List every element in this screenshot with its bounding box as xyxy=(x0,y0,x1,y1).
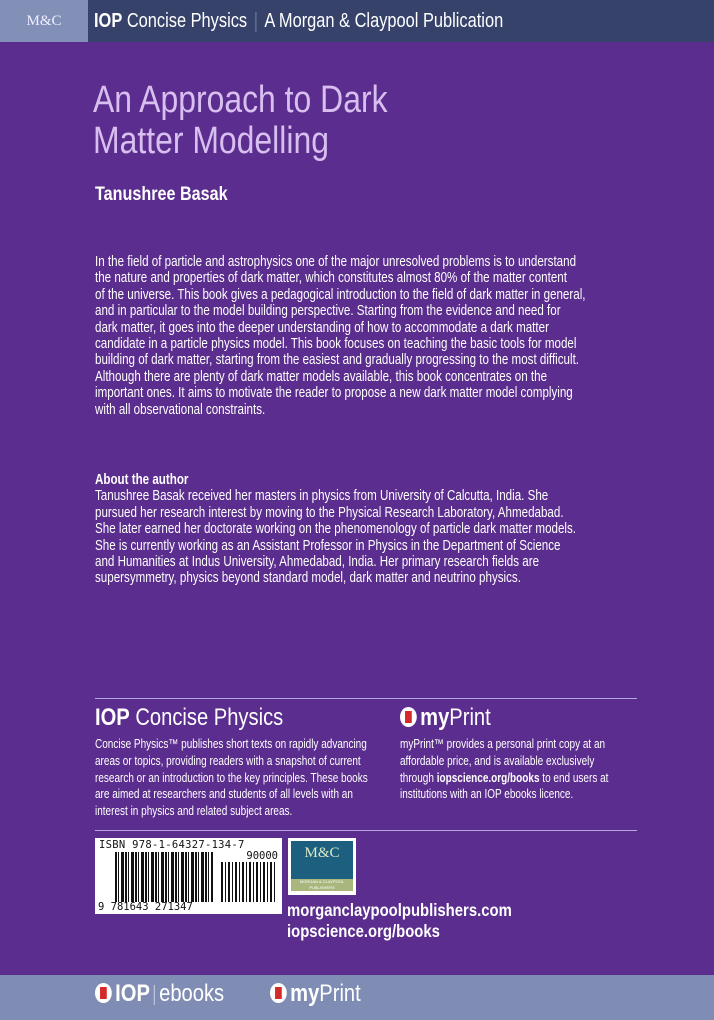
iopscience-url[interactable]: iopscience.org/books xyxy=(287,921,440,941)
text: to end users at xyxy=(539,770,609,785)
about-line: pursued her research interest by moving to the Physical Research Laboratory, Ahmedabad. xyxy=(95,504,564,521)
publisher-name: A Morgan & Claypool Publication xyxy=(264,10,504,32)
title-line: An Approach to Dark xyxy=(93,79,388,121)
book-icon xyxy=(400,707,417,727)
ean-number: 9 781643 271347 xyxy=(98,901,193,913)
logo-monogram: M&C xyxy=(291,841,353,879)
blurb-line: the nature and properties of dark matter, which constitutes almost 80% of the matter content xyxy=(95,270,567,287)
concise-line: research or an introduction to the key principles. These books xyxy=(95,770,368,785)
print-label: Print xyxy=(319,980,361,1007)
title-line: Matter Modelling xyxy=(93,120,329,162)
blurb-line: important ones. It aims to motivate the reader to propose a new dark matter model complying xyxy=(95,385,573,402)
myprint-heading xyxy=(400,704,491,732)
series-bold: IOP xyxy=(94,10,123,32)
isbn-text: ISBN 978-1-64327-134-7 xyxy=(99,839,245,851)
print-label: Print xyxy=(449,704,491,731)
about-line: Tanushree Basak received her masters in physics from University of Calcutta, India. She xyxy=(95,488,549,505)
blurb-line: and in particular to the model building perspective. Starting from the evidence and need for xyxy=(95,303,561,320)
footer-bar xyxy=(0,975,714,1020)
divider xyxy=(154,985,155,1005)
myprint-line: myPrint™ provides a personal print copy at an xyxy=(400,737,606,751)
about-line: supersymmetry, physics beyond standard model, dark matter and neutrino physics. xyxy=(95,570,521,587)
book-title xyxy=(93,80,388,162)
logo-strip: MORGAN & CLAYPOOL PUBLISHERS xyxy=(291,879,353,891)
series-banner xyxy=(94,10,503,33)
concise-physics-heading xyxy=(95,704,283,732)
divider xyxy=(95,698,637,699)
about-author xyxy=(95,472,696,587)
myprint-logo xyxy=(270,980,361,1008)
myprint-line: institutions with an IOP ebooks licence. xyxy=(400,787,574,802)
blurb-line: building of dark matter, starting from the easiest and gradually progressing to the most difficult. xyxy=(95,352,580,369)
iop-ebooks-logo xyxy=(95,980,224,1008)
blurb-line: Although there are plenty of dark matter models available, this book concentrates on the xyxy=(95,368,548,385)
addon-bars xyxy=(221,862,276,902)
ebooks-label: ebooks xyxy=(159,980,225,1007)
blurb-line: dark matter, it goes into the deeper understanding of how to accommodate a dark matter xyxy=(95,319,549,336)
text: through xyxy=(400,770,437,785)
blurb xyxy=(95,254,708,418)
divider xyxy=(255,12,256,32)
book-icon xyxy=(270,983,287,1003)
concise-line: Concise Physics™ publishes short texts on rapidly advancing xyxy=(95,737,367,751)
myprint-text xyxy=(400,736,661,803)
iop-label: IOP xyxy=(115,980,150,1007)
iopscience-link[interactable]: iopscience.org/books xyxy=(436,770,540,785)
top-banner xyxy=(0,0,714,42)
price-code: 90000 xyxy=(246,850,278,862)
author-name: Tanushree Basak xyxy=(95,184,228,205)
about-line: She is currently working as an Assistant Professor in Physics in the Department of Science xyxy=(95,537,561,554)
publisher-logo xyxy=(288,838,356,895)
concise-line: are aimed at researchers and students of all levels with an xyxy=(95,787,353,802)
series-name: Concise Physics xyxy=(126,10,248,32)
myprint-line xyxy=(400,770,608,787)
my-label: my xyxy=(290,980,320,1007)
about-line: and Humanities at Indus University, Ahmedabad, India. Her primary research fields are xyxy=(95,554,540,571)
blurb-line: In the field of particle and astrophysics one of the major unresolved problems is to understand xyxy=(95,254,577,270)
blurb-line: candidate in a particle physics model. This book focuses on teaching the basic tools for model xyxy=(95,336,577,353)
concise-physics-text xyxy=(95,736,436,820)
blurb-line: with all observational constraints. xyxy=(95,401,266,418)
iop-label: IOP xyxy=(95,704,130,731)
my-label: my xyxy=(420,704,450,731)
blurb-line: of the universe. This book gives a pedagogical introduction to the field of dark matter in general, xyxy=(95,286,586,303)
divider xyxy=(95,830,637,831)
logo-text: M&C xyxy=(26,12,62,29)
isbn-barcode xyxy=(95,838,282,914)
book-icon xyxy=(95,983,112,1003)
barcode-bars xyxy=(115,852,213,902)
about-heading: About the author xyxy=(95,472,189,488)
morgan-claypool-logo xyxy=(0,0,88,42)
myprint-line: affordable price, and is available exclusively xyxy=(400,753,595,768)
concise-label: Concise Physics xyxy=(135,704,284,731)
concise-line: interest in physics and related subject areas. xyxy=(95,804,293,819)
publisher-url[interactable]: morganclaypoolpublishers.com xyxy=(287,900,512,920)
about-line: She later earned her doctorate working on the phenomenology of particle dark matter models. xyxy=(95,521,577,538)
concise-line: areas or topics, providing readers with a snapshot of current xyxy=(95,753,361,768)
